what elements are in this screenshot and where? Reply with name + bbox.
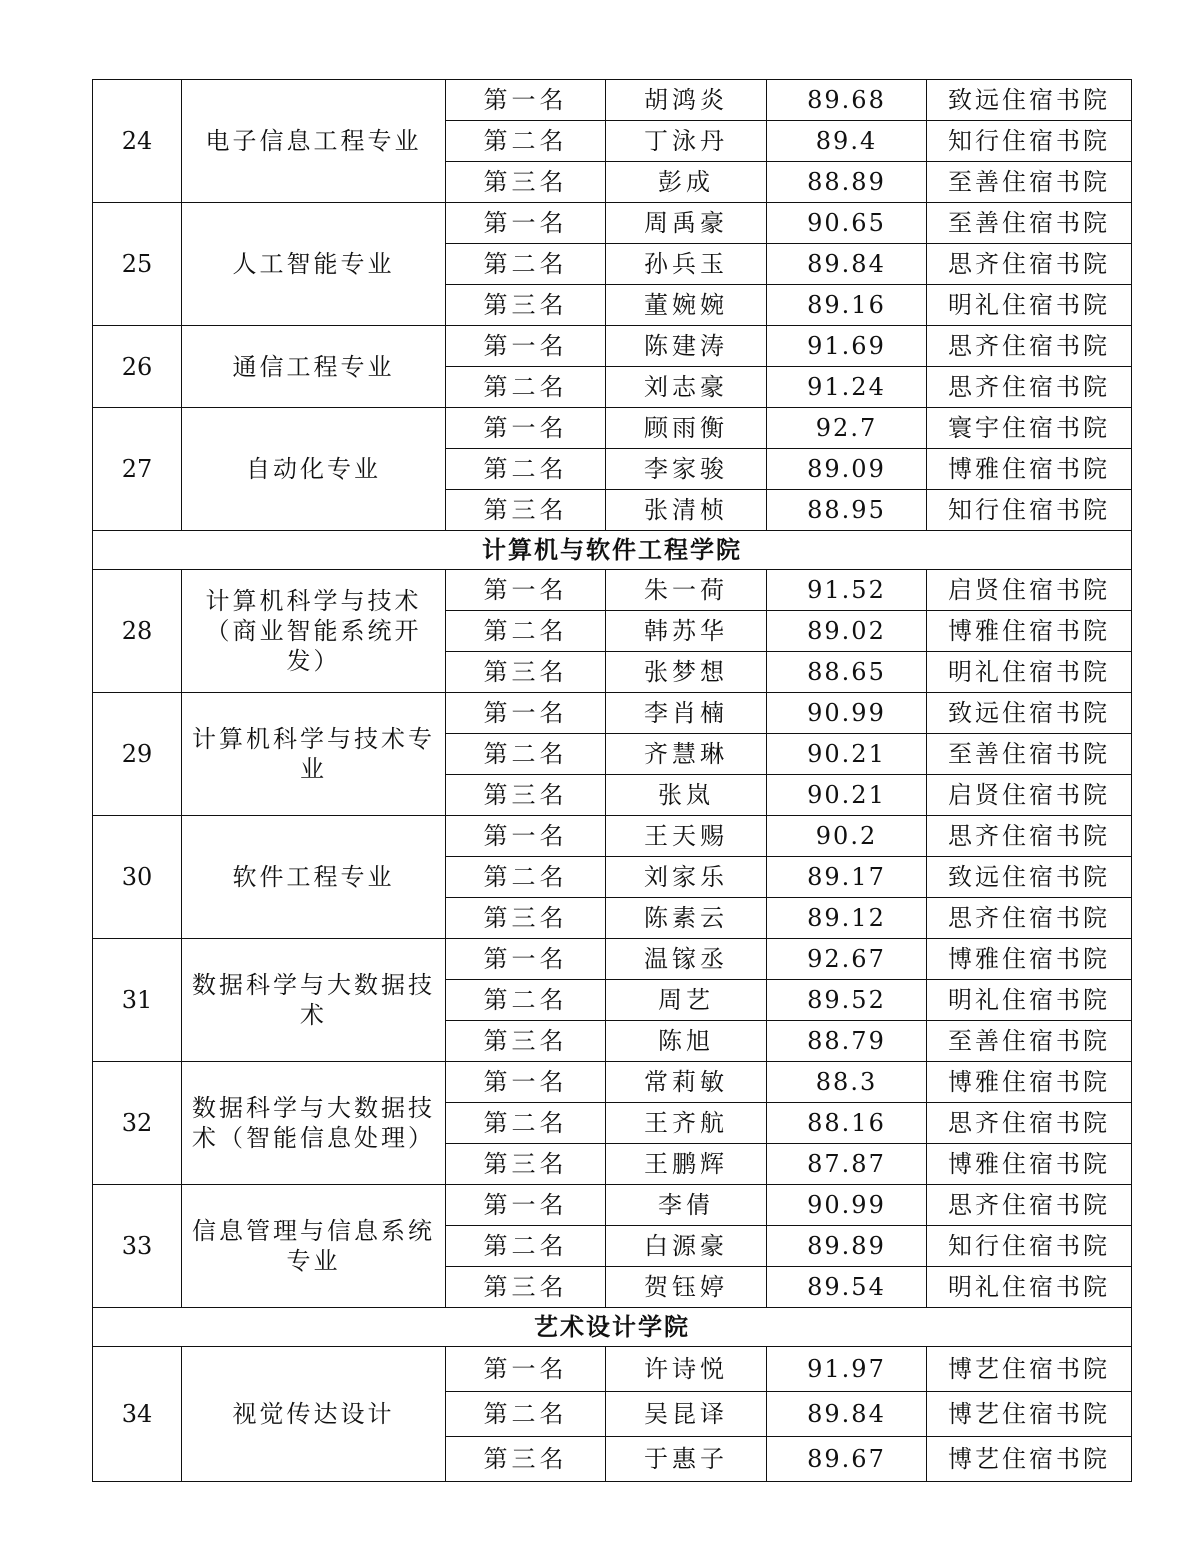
residential-college: 寰宇住宿书院 (927, 408, 1132, 449)
seq-number: 24 (93, 80, 182, 203)
residential-college: 博雅住宿书院 (927, 1062, 1132, 1103)
major-name: 计算机科学与技术专业 (182, 693, 446, 816)
rank-cell: 第一名 (446, 1062, 606, 1103)
seq-number: 26 (93, 326, 182, 408)
seq-number: 31 (93, 939, 182, 1062)
rank-cell: 第二名 (446, 980, 606, 1021)
rank-cell: 第三名 (446, 162, 606, 203)
residential-college: 至善住宿书院 (927, 734, 1132, 775)
student-name: 许诗悦 (606, 1347, 767, 1392)
residential-college: 思齐住宿书院 (927, 1103, 1132, 1144)
score-cell: 88.95 (767, 490, 927, 531)
rank-cell: 第二名 (446, 244, 606, 285)
rank-cell: 第二名 (446, 367, 606, 408)
residential-college: 明礼住宿书院 (927, 285, 1132, 326)
rank-cell: 第三名 (446, 285, 606, 326)
student-name: 陈素云 (606, 898, 767, 939)
residential-college: 知行住宿书院 (927, 490, 1132, 531)
residential-college: 思齐住宿书院 (927, 1185, 1132, 1226)
residential-college: 博艺住宿书院 (927, 1392, 1132, 1437)
table-row (93, 1347, 1132, 1392)
student-name: 胡鸿炎 (606, 80, 767, 121)
student-name: 刘志豪 (606, 367, 767, 408)
major-name: 电子信息工程专业 (182, 80, 446, 203)
college-section-row (93, 531, 1132, 570)
residential-college: 思齐住宿书院 (927, 898, 1132, 939)
score-cell: 91.97 (767, 1347, 927, 1392)
student-name: 孙兵玉 (606, 244, 767, 285)
rank-cell: 第二名 (446, 1103, 606, 1144)
seq-number: 29 (93, 693, 182, 816)
residential-college: 思齐住宿书院 (927, 244, 1132, 285)
residential-college: 明礼住宿书院 (927, 1267, 1132, 1308)
rank-cell: 第一名 (446, 816, 606, 857)
rank-cell: 第一名 (446, 1347, 606, 1392)
student-name: 王天赐 (606, 816, 767, 857)
college-section-title: 计算机与软件工程学院 (93, 531, 1132, 570)
student-name: 朱一荷 (606, 570, 767, 611)
student-name: 顾雨衡 (606, 408, 767, 449)
major-name: 信息管理与信息系统专业 (182, 1185, 446, 1308)
student-name: 彭成 (606, 162, 767, 203)
residential-college: 至善住宿书院 (927, 1021, 1132, 1062)
college-section-title: 艺术设计学院 (93, 1308, 1132, 1347)
rank-cell: 第一名 (446, 408, 606, 449)
major-name: 计算机科学与技术（商业智能系统开发） (182, 570, 446, 693)
score-cell: 89.02 (767, 611, 927, 652)
rank-cell: 第三名 (446, 898, 606, 939)
rank-cell: 第一名 (446, 1185, 606, 1226)
rank-cell: 第二名 (446, 1226, 606, 1267)
table-row (93, 939, 1132, 980)
rank-cell: 第三名 (446, 775, 606, 816)
seq-number: 28 (93, 570, 182, 693)
residential-college: 致远住宿书院 (927, 80, 1132, 121)
rank-cell: 第二名 (446, 857, 606, 898)
score-cell: 90.2 (767, 816, 927, 857)
score-cell: 88.79 (767, 1021, 927, 1062)
residential-college: 知行住宿书院 (927, 121, 1132, 162)
score-cell: 89.84 (767, 244, 927, 285)
student-name: 王鹏辉 (606, 1144, 767, 1185)
score-cell: 90.99 (767, 693, 927, 734)
residential-college: 至善住宿书院 (927, 203, 1132, 244)
seq-number: 30 (93, 816, 182, 939)
table-row (93, 816, 1132, 857)
score-cell: 92.67 (767, 939, 927, 980)
score-cell: 89.16 (767, 285, 927, 326)
residential-college: 致远住宿书院 (927, 693, 1132, 734)
rank-cell: 第三名 (446, 1437, 606, 1482)
student-name: 白源豪 (606, 1226, 767, 1267)
rank-cell: 第三名 (446, 490, 606, 531)
score-cell: 88.89 (767, 162, 927, 203)
residential-college: 博雅住宿书院 (927, 939, 1132, 980)
major-name: 软件工程专业 (182, 816, 446, 939)
score-cell: 89.84 (767, 1392, 927, 1437)
score-cell: 88.65 (767, 652, 927, 693)
major-name: 人工智能专业 (182, 203, 446, 326)
award-table-body (93, 80, 1132, 1482)
residential-college: 至善住宿书院 (927, 162, 1132, 203)
student-name: 丁泳丹 (606, 121, 767, 162)
residential-college: 致远住宿书院 (927, 857, 1132, 898)
table-row (93, 693, 1132, 734)
score-cell: 87.87 (767, 1144, 927, 1185)
student-name: 吴昆译 (606, 1392, 767, 1437)
score-cell: 89.12 (767, 898, 927, 939)
residential-college: 思齐住宿书院 (927, 816, 1132, 857)
rank-cell: 第一名 (446, 203, 606, 244)
rank-cell: 第二名 (446, 734, 606, 775)
student-name: 张岚 (606, 775, 767, 816)
student-name: 张梦想 (606, 652, 767, 693)
residential-college: 博雅住宿书院 (927, 1144, 1132, 1185)
score-cell: 88.16 (767, 1103, 927, 1144)
score-cell: 91.52 (767, 570, 927, 611)
score-cell: 89.68 (767, 80, 927, 121)
rank-cell: 第三名 (446, 652, 606, 693)
student-name: 周艺 (606, 980, 767, 1021)
residential-college: 博雅住宿书院 (927, 611, 1132, 652)
student-name: 刘家乐 (606, 857, 767, 898)
student-name: 常莉敏 (606, 1062, 767, 1103)
score-cell: 90.21 (767, 775, 927, 816)
score-cell: 91.24 (767, 367, 927, 408)
student-name: 陈旭 (606, 1021, 767, 1062)
table-row (93, 408, 1132, 449)
rank-cell: 第一名 (446, 326, 606, 367)
score-cell: 88.3 (767, 1062, 927, 1103)
rank-cell: 第二名 (446, 121, 606, 162)
student-name: 周禹豪 (606, 203, 767, 244)
residential-college: 博艺住宿书院 (927, 1437, 1132, 1482)
residential-college: 知行住宿书院 (927, 1226, 1132, 1267)
major-name: 视觉传达设计 (182, 1347, 446, 1482)
score-cell: 89.17 (767, 857, 927, 898)
seq-number: 25 (93, 203, 182, 326)
student-name: 韩苏华 (606, 611, 767, 652)
rank-cell: 第一名 (446, 80, 606, 121)
seq-number: 33 (93, 1185, 182, 1308)
residential-college: 明礼住宿书院 (927, 652, 1132, 693)
residential-college: 博艺住宿书院 (927, 1347, 1132, 1392)
college-section-row (93, 1308, 1132, 1347)
student-name: 李肖楠 (606, 693, 767, 734)
major-name: 数据科学与大数据技术 (182, 939, 446, 1062)
rank-cell: 第一名 (446, 570, 606, 611)
score-cell: 89.67 (767, 1437, 927, 1482)
seq-number: 34 (93, 1347, 182, 1482)
score-cell: 91.69 (767, 326, 927, 367)
rank-cell: 第一名 (446, 693, 606, 734)
rank-cell: 第一名 (446, 939, 606, 980)
student-name: 贺钰婷 (606, 1267, 767, 1308)
major-name: 数据科学与大数据技术（智能信息处理） (182, 1062, 446, 1185)
rank-cell: 第二名 (446, 611, 606, 652)
score-cell: 90.99 (767, 1185, 927, 1226)
student-name: 陈建涛 (606, 326, 767, 367)
student-name: 齐慧琳 (606, 734, 767, 775)
score-cell: 89.52 (767, 980, 927, 1021)
residential-college: 思齐住宿书院 (927, 326, 1132, 367)
major-name: 通信工程专业 (182, 326, 446, 408)
award-table (92, 79, 1132, 1482)
student-name: 温镓丞 (606, 939, 767, 980)
table-row (93, 80, 1132, 121)
table-row (93, 1185, 1132, 1226)
table-row (93, 1062, 1132, 1103)
score-cell: 89.4 (767, 121, 927, 162)
residential-college: 博雅住宿书院 (927, 449, 1132, 490)
residential-college: 启贤住宿书院 (927, 775, 1132, 816)
student-name: 张清桢 (606, 490, 767, 531)
table-row (93, 570, 1132, 611)
score-cell: 89.54 (767, 1267, 927, 1308)
major-name: 自动化专业 (182, 408, 446, 531)
table-row (93, 203, 1132, 244)
score-cell: 90.21 (767, 734, 927, 775)
seq-number: 32 (93, 1062, 182, 1185)
residential-college: 明礼住宿书院 (927, 980, 1132, 1021)
student-name: 王齐航 (606, 1103, 767, 1144)
seq-number: 27 (93, 408, 182, 531)
rank-cell: 第三名 (446, 1021, 606, 1062)
student-name: 于惠子 (606, 1437, 767, 1482)
table-row (93, 326, 1132, 367)
student-name: 李家骏 (606, 449, 767, 490)
student-name: 李倩 (606, 1185, 767, 1226)
score-cell: 92.7 (767, 408, 927, 449)
score-cell: 89.09 (767, 449, 927, 490)
rank-cell: 第二名 (446, 1392, 606, 1437)
residential-college: 思齐住宿书院 (927, 367, 1132, 408)
residential-college: 启贤住宿书院 (927, 570, 1132, 611)
rank-cell: 第三名 (446, 1267, 606, 1308)
rank-cell: 第三名 (446, 1144, 606, 1185)
rank-cell: 第二名 (446, 449, 606, 490)
score-cell: 90.65 (767, 203, 927, 244)
student-name: 董婉婉 (606, 285, 767, 326)
score-cell: 89.89 (767, 1226, 927, 1267)
